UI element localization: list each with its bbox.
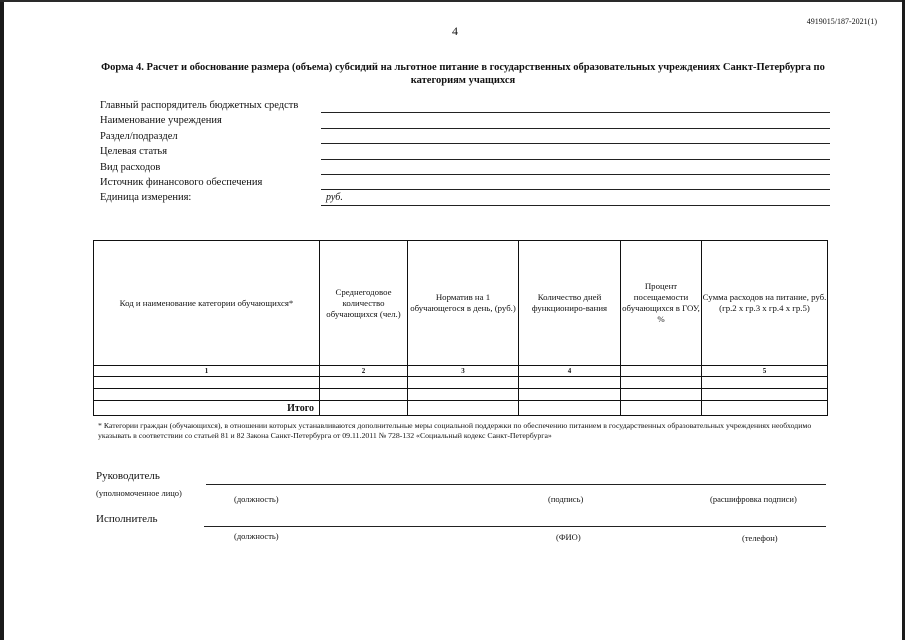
field-target-article [100,146,830,161]
field-label: Раздел/подраздел [100,130,178,142]
head-signature-caption: (подпись) [548,494,584,504]
form-fields [100,100,830,208]
table-cell[interactable] [408,377,519,389]
field-expense-type [100,162,830,177]
field-label: Источник финансового обеспечения [100,176,263,188]
col-number [621,366,702,377]
col-number: 1 [94,366,320,377]
field-line[interactable] [321,159,830,160]
scan-edge-left [0,0,4,640]
col-number: 2 [320,366,408,377]
field-line[interactable] [321,205,830,206]
document-id: 4919015/187-2021(1) [806,17,877,26]
total-cell[interactable] [702,401,828,416]
table-cell[interactable] [621,389,702,401]
field-line[interactable] [321,189,830,190]
table-row [94,377,828,389]
table-cell[interactable] [702,377,828,389]
table-cell[interactable] [408,389,519,401]
col-number: 4 [519,366,621,377]
total-row [94,401,828,416]
field-line[interactable] [321,128,830,129]
field-main-manager [100,100,830,115]
col-number: 5 [702,366,828,377]
executor-label: Исполнитель [96,513,158,525]
table-cell[interactable] [519,389,621,401]
field-line[interactable] [321,112,830,113]
head-decryption-caption: (расшифровка подписи) [710,494,797,504]
head-signature-line[interactable] [206,484,826,485]
col-header-attendance: Процент посещаемости обучающихся в ГОУ, % [621,241,702,366]
executor-name-caption: (ФИО) [556,532,581,542]
total-label: Итого [94,401,320,416]
table-cell[interactable] [94,389,320,401]
executor-phone-caption: (телефон) [742,533,778,543]
table-cell[interactable] [621,377,702,389]
col-header-norm-per-day: Норматив на 1 обучающегося в день, (руб.) [408,241,519,366]
table-cell[interactable] [702,389,828,401]
total-cell[interactable] [519,401,621,416]
col-header-days: Количество дней функциониро-вания [519,241,621,366]
field-label: Вид расходов [100,161,161,173]
field-line[interactable] [321,143,830,144]
field-institution-name [100,115,830,130]
col-number: 3 [408,366,519,377]
executor-position-caption: (должность) [234,531,279,541]
col-header-category: Код и наименование категории обучающихся* [94,241,320,366]
col-header-avg-students: Среднегодовое количество обучающихся (чел.) [320,241,408,366]
field-line[interactable] [321,174,830,175]
table-row [94,389,828,401]
field-label: Целевая статья [100,146,168,158]
total-cell[interactable] [408,401,519,416]
form-title: Форма 4. Расчет и обоснование размера (объема) субсидий на льготное питание в государственных образовательных учреждениях Санкт-Петербурга по категориям учащихся [101,62,825,86]
field-funding-source [100,177,830,192]
table-cell[interactable] [519,377,621,389]
total-cell[interactable] [320,401,408,416]
head-label: Руководитель [96,470,160,482]
field-value: руб. [326,192,343,204]
table-cell[interactable] [94,377,320,389]
col-header-total-expense: Сумма расходов на питание, руб. (гр.2 х гр.3 х гр.4 х гр.5) [702,241,828,366]
total-cell[interactable] [621,401,702,416]
head-position-caption: (должность) [234,494,279,504]
footnote: * Категории граждан (обучающихся), в отношении которых устанавливаются дополнительные меры социальной поддержки по обеспечению питанием в государственных образовательных учреждениях необходимо указывать в соответствии со статьей 81 и 82 Закона Санкт-Петербурга от 09.11.2011 № 728-132 «Социальный кодекс Санкт-Петербурга» [98,421,812,440]
field-label: Единица измерения: [100,192,192,204]
column-number-row [94,366,828,377]
table-cell[interactable] [320,377,408,389]
scan-edge-top [0,0,905,2]
table-cell[interactable] [320,389,408,401]
table-header-row [94,241,828,366]
field-label: Наименование учреждения [100,115,222,127]
head-sub-label: (уполномоченное лицо) [96,488,182,498]
field-label: Главный распорядитель бюджетных средств [100,100,299,111]
signature-block [96,468,830,558]
subsidy-table [93,240,828,416]
field-section [100,131,830,146]
executor-signature-line[interactable] [204,526,826,527]
field-unit [100,192,830,207]
page-number: 4 [452,24,458,38]
